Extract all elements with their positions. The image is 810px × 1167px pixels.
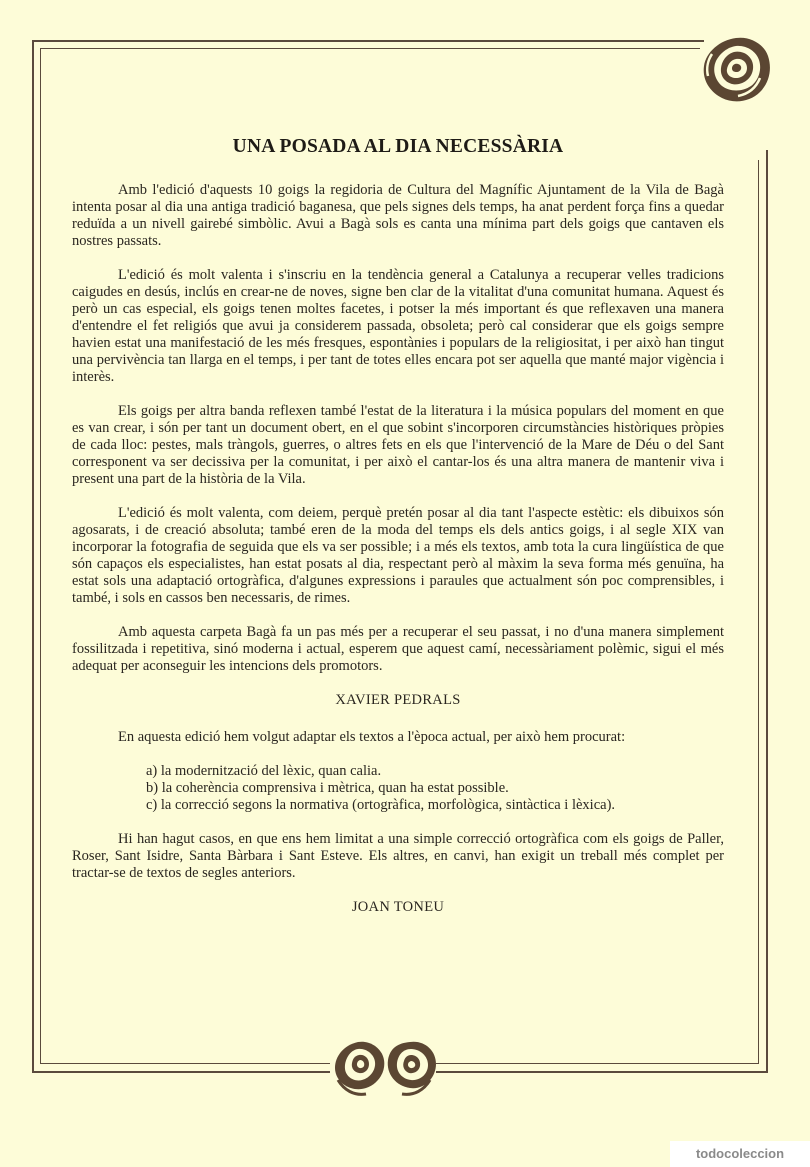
- note-intro: En aquesta edició hem volgut adaptar els textos a l'època actual, per això hem procurat:: [118, 729, 626, 745]
- frame-bottom-inner-right: [436, 1063, 758, 1064]
- rose-ornament-icon: [698, 34, 774, 106]
- note-list: [72, 763, 724, 814]
- note-item: c) la correcció segons la normativa (ortogràfica, morfològica, sintàctica i lèxica).: [146, 797, 616, 813]
- frame-bottom-inner: [40, 1063, 330, 1064]
- frame-left-outer: [32, 40, 34, 1072]
- paragraph-2: L'edició és molt valenta i s'inscriu en la tendència general a Catalunya a recuperar velles tradicions caigudes en desús, inclús en crear-ne de noves, signe ben clar de la vitalitat d'una comunitat humana. Aquest és però un cas especial, els goigs tenen moltes facetes, i potser la més important és que reflexaven una manera d'entendre el fet religiós que avui ja considerem passada, obsoleta; però cal considerar que els goigs sempre havien estat una manifestació de les més fresques, espontànies i populars de la religiositat, i per això han tingut una pervivència tan llarga en el temps, i per tant de totes elles encara pot ser aquella que manté major vigència i interès.: [72, 267, 724, 385]
- twin-rose-ornament-icon: [328, 1036, 440, 1100]
- page-title: UNA POSADA AL DIA NECESSÀRIA: [232, 136, 564, 157]
- frame-right-inner: [758, 160, 759, 1064]
- paragraph-4: L'edició és molt valenta, com deiem, perquè pretén posar al dia tant l'aspecte estètic: els dibuixos són agosarats, i de creació absoluta; també eren de la moda del temps els dels antics goigs, i al segle XIX van incorporar la fotografia de seguida que els va ser possible; i a més els textos, amb tota la cura lingüística de que són capaços els especialistes, han estat posats al dia, respectant però al màxim la seva forma més genuïna, ha estat sols una adaptació ortogràfica, d'algunes expressions i paraules que actualment són poc comprensibles, i també, i sols en cassos ben necessaris, de rimes.: [72, 505, 724, 606]
- paragraph-3: Els goigs per altra banda reflexen també l'estat de la literatura i la música populars del moment en que es van crear, i són per tant un document obert, en el que sobint s'incorporen circumstàncies històriques pròpies de cada lloc: pestes, mals tràngols, guerres, o altres fets en els que l'intervenció de la Mare de Déu o del Sant corresponent va ser decissiva per la comunitat, i per això el cantar-los és una altra manera de mantenir viva i present una part de la història de la Vila.: [72, 403, 724, 487]
- watermark-text: todocoleccion: [695, 1146, 785, 1161]
- frame-bottom-outer: [32, 1071, 330, 1073]
- frame-top-inner: [40, 48, 700, 49]
- signature-author-1: XAVIER PEDRALS: [335, 692, 461, 708]
- note-item: b) la coherència comprensiva i mètrica, quan ha estat possible.: [146, 780, 509, 796]
- frame-left-inner: [40, 48, 41, 1064]
- frame-bottom-outer-right: [436, 1071, 768, 1073]
- note-item: a) la modernització del lèxic, quan calia.: [146, 763, 382, 779]
- document-body: [72, 136, 724, 936]
- closing-paragraph: Hi han hagut casos, en que ens hem limitat a una simple correcció ortogràfica com els goigs de Paller, Roser, Sant Isidre, Santa Bàrbara i Sant Esteve. Els altres, en canvi, han exigit un treball més complet per tractar-se de textos de segles anteriors.: [72, 831, 724, 881]
- paragraph-5: Amb aquesta carpeta Bagà fa un pas més per a recuperar el seu passat, i no d'una manera simplement fossilitzada i repetitiva, sinó moderna i actual, esperem que aquest camí, necessàriament polèmic, sigui el més adequat per aconseguir les intencions dels promotors.: [72, 624, 724, 674]
- frame-top-outer: [32, 40, 704, 42]
- signature-author-2: JOAN TONEU: [351, 899, 445, 915]
- frame-right-outer: [766, 150, 768, 1073]
- watermark: [670, 1141, 810, 1167]
- paragraph-1: Amb l'edició d'aquests 10 goigs la regidoria de Cultura del Magnífic Ajuntament de la Vila de Bagà intenta posar al dia una antiga tradició baganesa, que pels signes dels temps, ha anat perdent força fins a quedar reduïda a un nivell gairebé simbòlic. Avui a Bagà sols es canta una mínima part dels goigs que cantaven els nostres passats.: [72, 182, 724, 249]
